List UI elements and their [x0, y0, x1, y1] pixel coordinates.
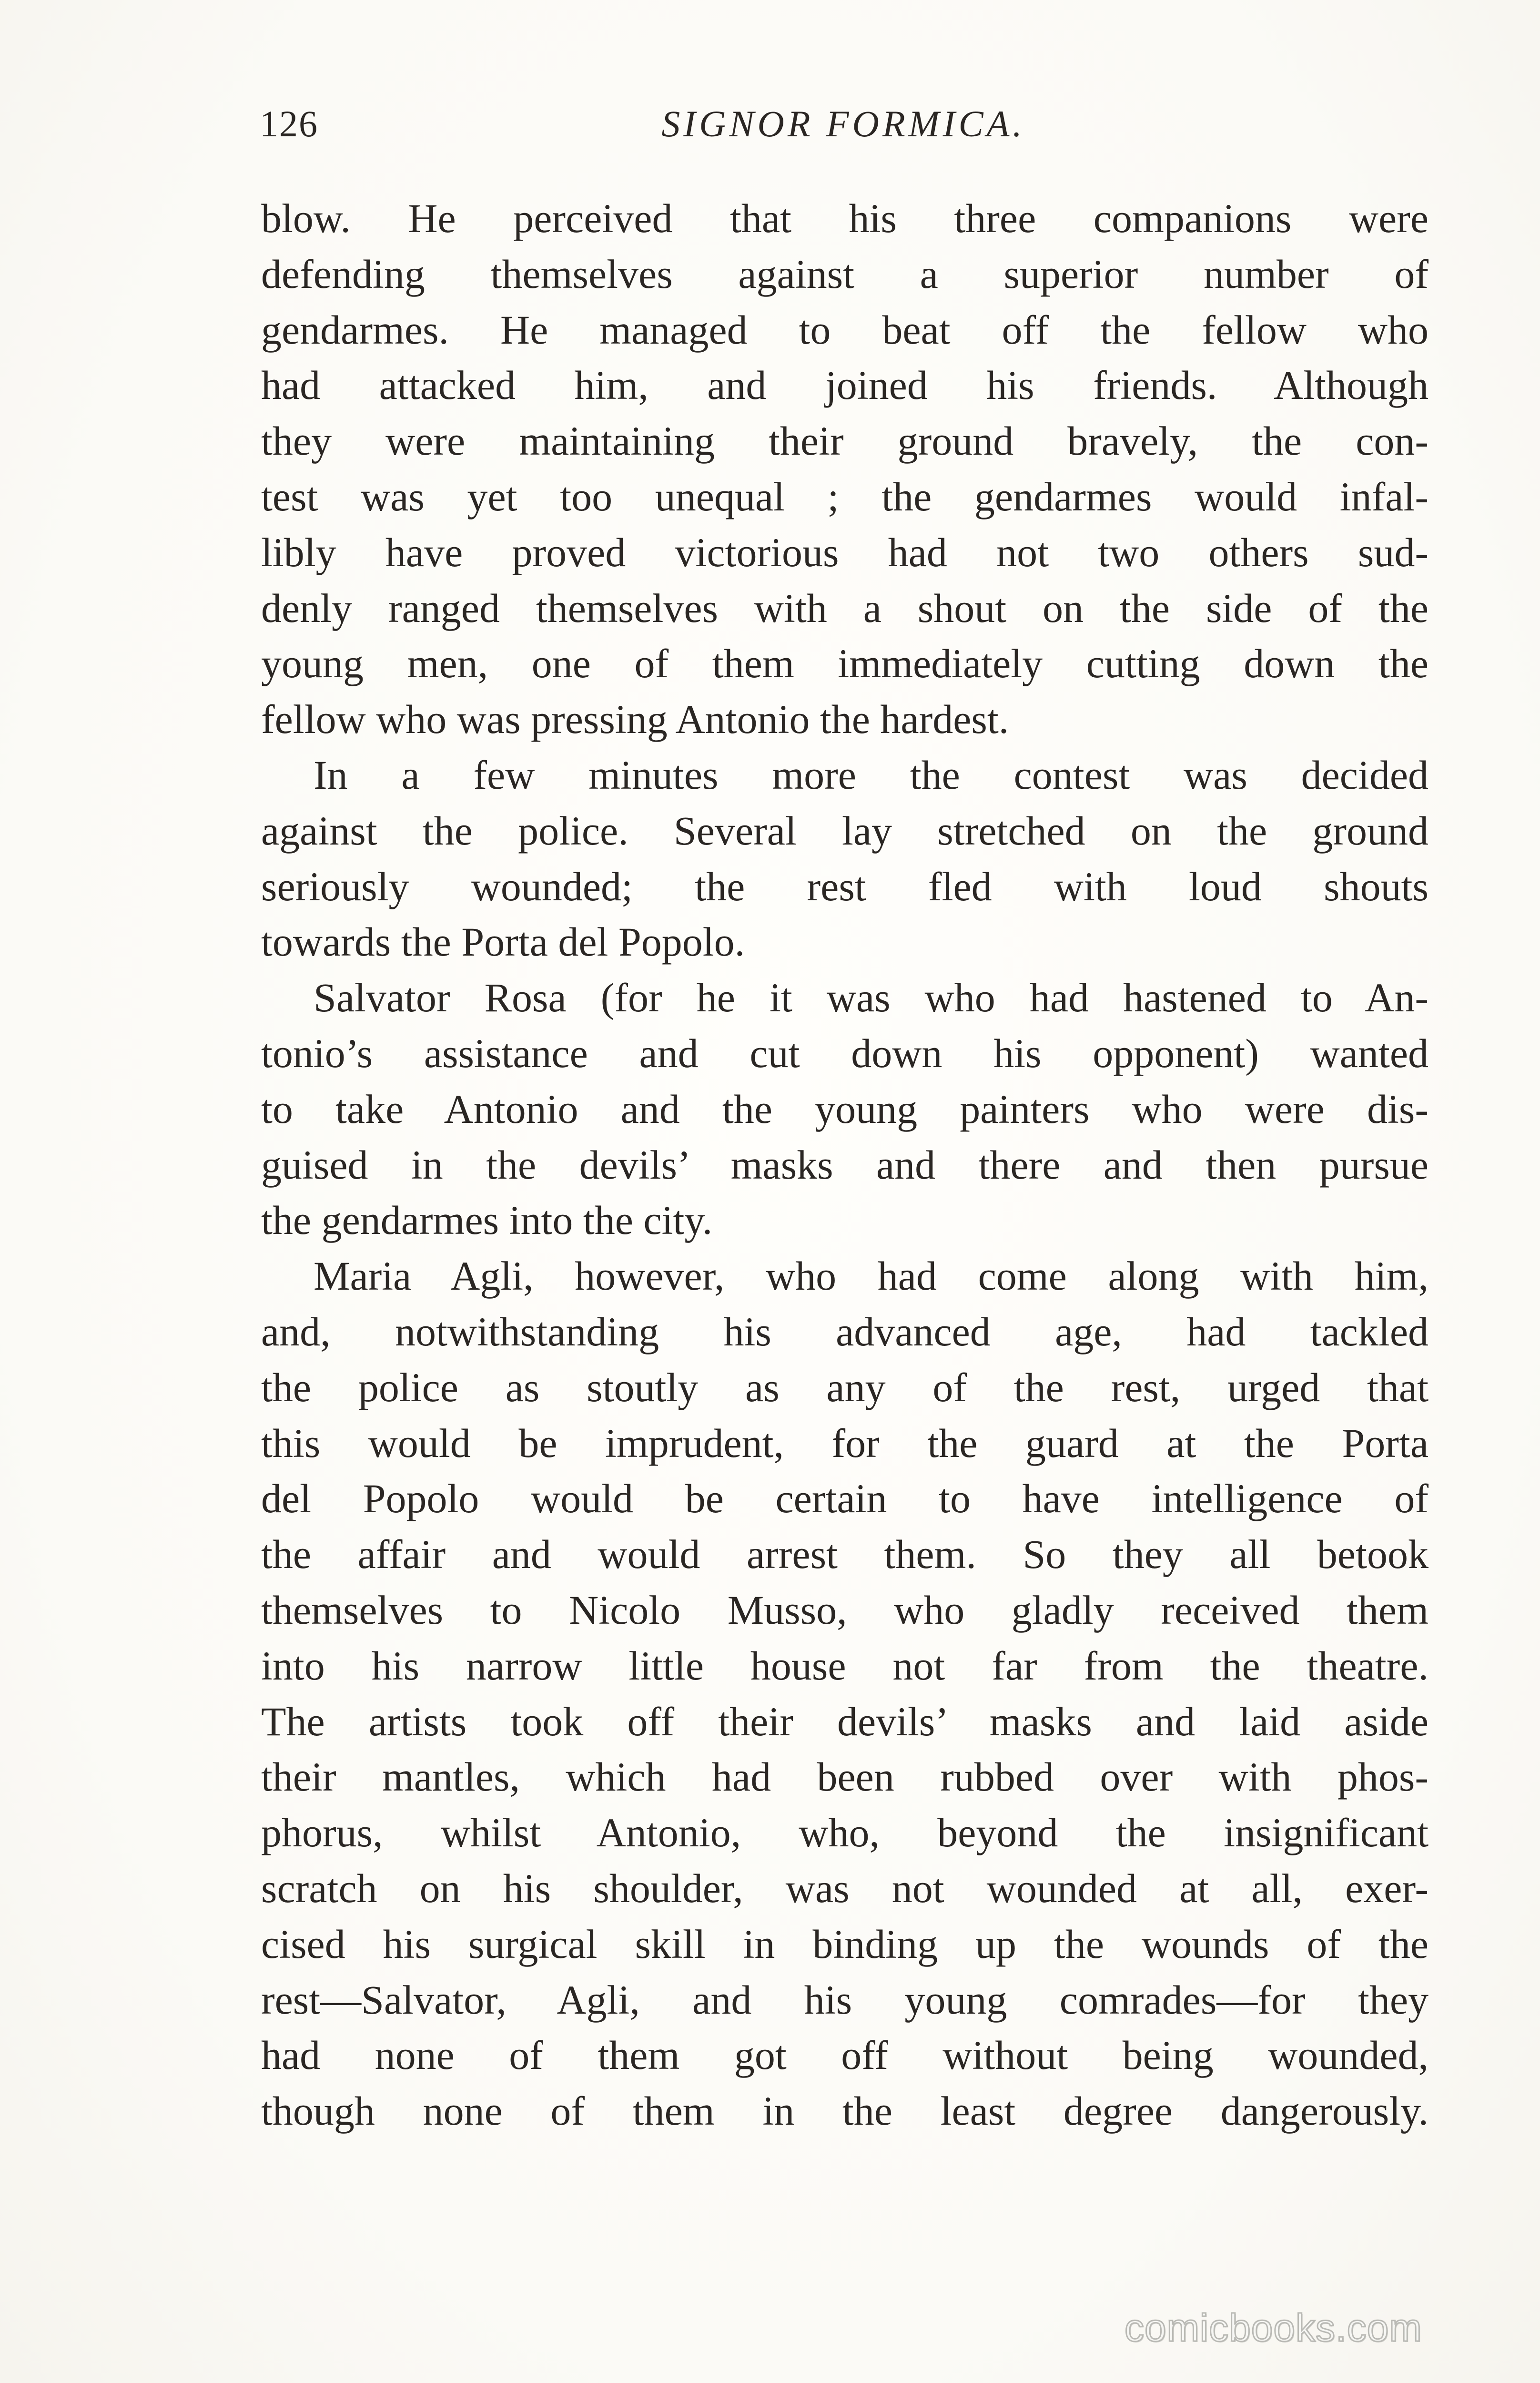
watermark: comicbooks.com	[1125, 2306, 1422, 2350]
text-line: the gendarmes into the city.	[261, 1197, 713, 1243]
text-line: cised his surgical skill in binding up the wounds of the	[261, 1921, 1429, 1967]
text-line: though none of them in the least degree dangerously.	[261, 2088, 1429, 2134]
text-line: their mantles, which had been rubbed over with phos-	[261, 1754, 1429, 1800]
text-line: Maria Agli, however, who had come along with him,	[314, 1253, 1429, 1299]
text-line: phorus, whilst Antonio, who, beyond the insignificant	[261, 1810, 1429, 1856]
text-line: young men, one of them immediately cutting down the	[261, 641, 1429, 687]
text-line: rest—Salvator, Agli, and his young comrades—for they	[261, 1976, 1429, 2023]
running-head	[260, 98, 1427, 150]
body-text	[261, 191, 1429, 2139]
text-line: this would be imprudent, for the guard at the Porta	[261, 1420, 1429, 1466]
text-line: scratch on his shoulder, was not wounded at all, exer-	[261, 1865, 1429, 1911]
text-line: seriously wounded; the rest fled with loud shouts	[261, 863, 1429, 909]
text-line: had attacked him, and joined his friends. Although	[261, 362, 1429, 408]
text-line: into his narrow little house not far from the theatre.	[261, 1642, 1429, 1689]
text-line: towards the Porta del Popolo.	[261, 919, 745, 965]
text-line: test was yet too unequal ; the gendarmes would infal-	[261, 473, 1429, 519]
text-line: The artists took off their devils’ masks and laid aside	[261, 1698, 1429, 1744]
text-line: gendarmes. He managed to beat off the fellow who	[261, 306, 1429, 353]
text-line: themselves to Nicolo Musso, who gladly received them	[261, 1587, 1429, 1633]
text-line: the police as stoutly as any of the rest, urged that	[261, 1364, 1429, 1410]
text-line: against the police. Several lay stretched on the ground	[261, 807, 1429, 854]
text-line: Salvator Rosa (for he it was who had hastened to An-	[314, 975, 1429, 1021]
text-line: fellow who was pressing Antonio the hardest.	[261, 696, 1009, 743]
text-line: del Popolo would be certain to have intelligence of	[261, 1476, 1429, 1522]
text-line: denly ranged themselves with a shout on the side of the	[261, 585, 1429, 631]
text-line: In a few minutes more the contest was decided	[314, 752, 1429, 798]
text-line: libly have proved victorious had not two others sud-	[261, 529, 1429, 575]
text-line: the affair and would arrest them. So they all betook	[261, 1531, 1429, 1578]
text-line: blow. He perceived that his three companions were	[261, 195, 1429, 241]
running-title: SIGNOR FORMICA.	[661, 103, 1025, 144]
text-line: and, notwithstanding his advanced age, had tackled	[261, 1308, 1429, 1354]
text-line: had none of them got off without being wounded,	[261, 2032, 1429, 2078]
text-line: guised in the devils’ masks and there and then pursue	[261, 1141, 1429, 1188]
text-line: defending themselves against a superior number of	[261, 251, 1429, 297]
page-number: 126	[260, 103, 318, 144]
text-line: tonio’s assistance and cut down his opponent) wanted	[261, 1030, 1429, 1076]
text-line: they were maintaining their ground bravely, the con-	[261, 418, 1429, 464]
text-line: to take Antonio and the young painters who were dis-	[261, 1086, 1429, 1132]
